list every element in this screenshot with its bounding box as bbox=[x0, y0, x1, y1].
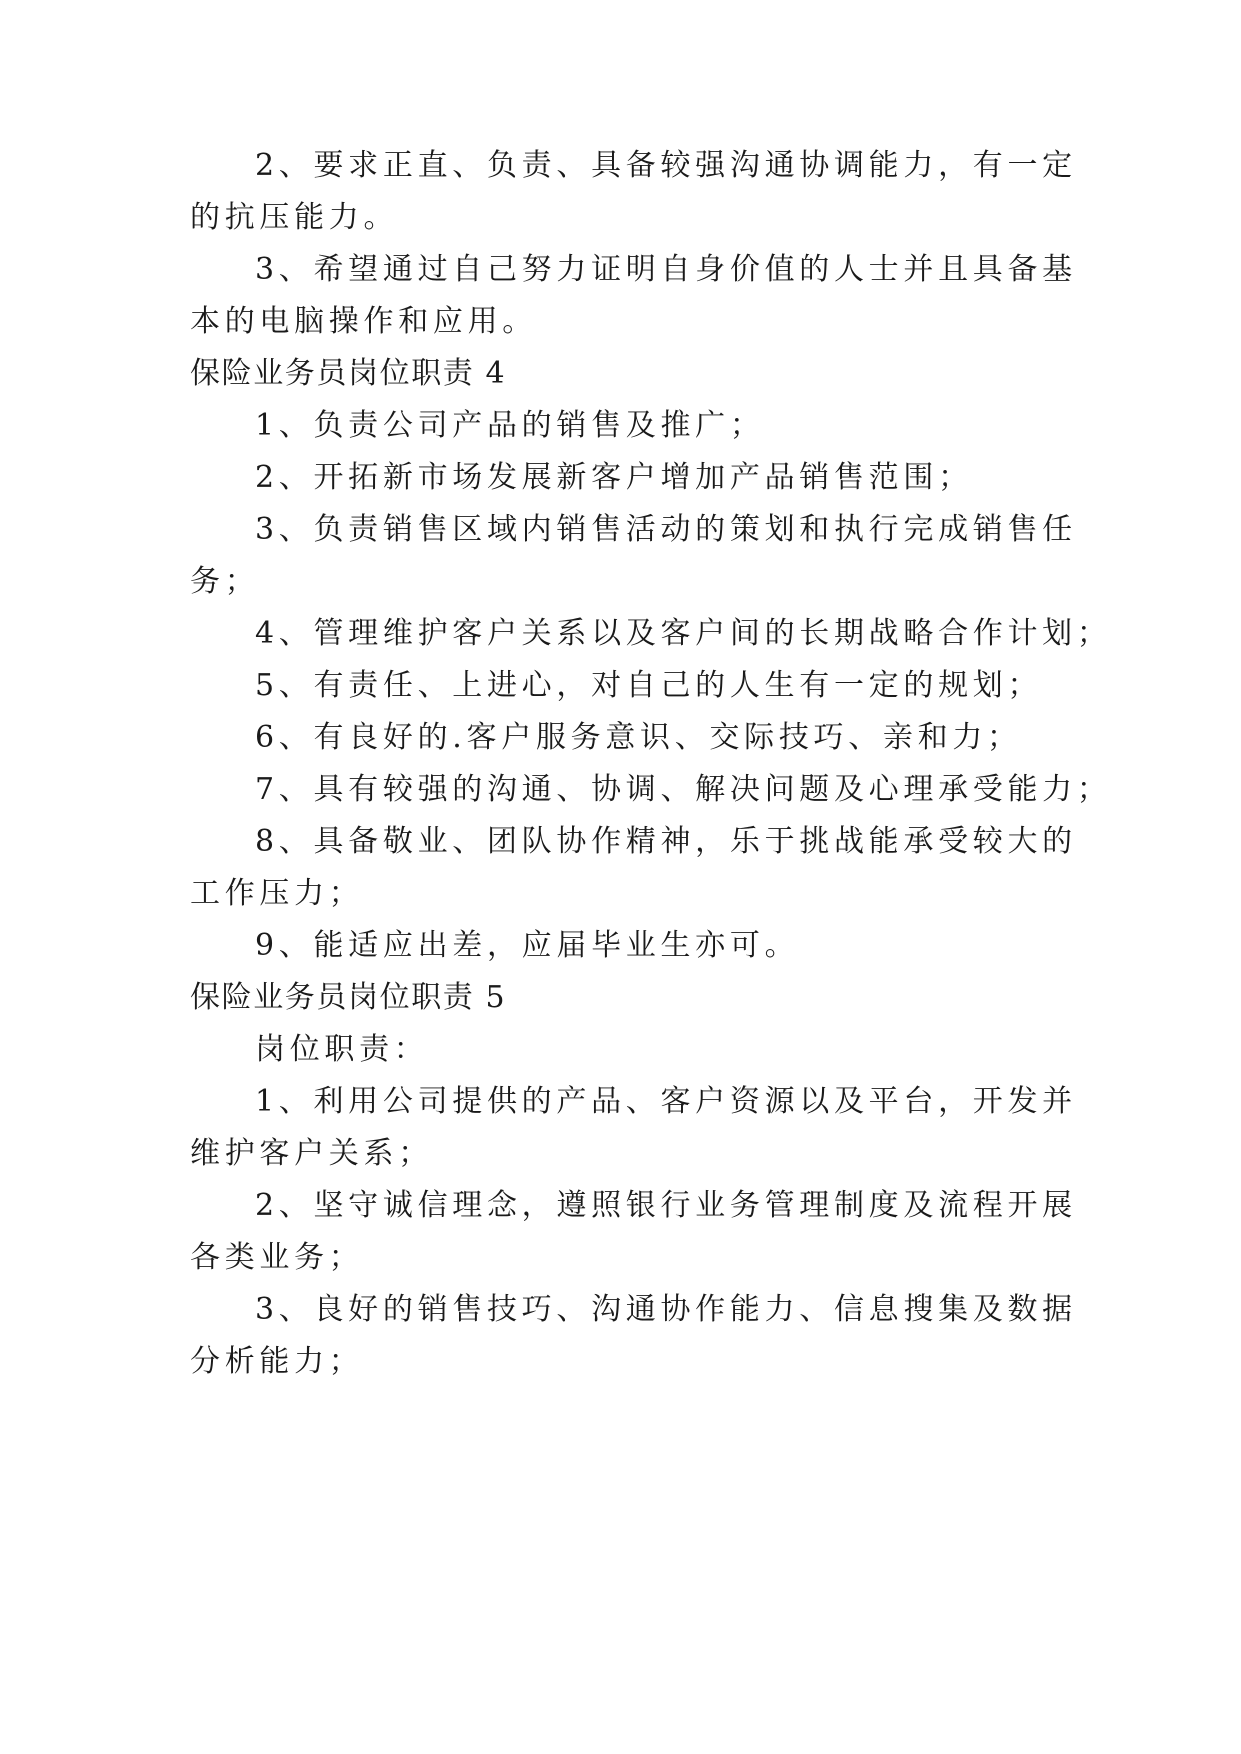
paragraph-line: 务； bbox=[190, 564, 260, 599]
paragraph-line: 2、要求正直、负责、具备较强沟通协调能力，有一定 bbox=[255, 148, 1077, 183]
paragraph-line: 分析能力； bbox=[190, 1344, 364, 1379]
section-heading: 保险业务员岗位职责 4 bbox=[190, 356, 507, 391]
paragraph-line: 本的电脑操作和应用。 bbox=[190, 304, 537, 339]
paragraph-line: 9、能适应出差，应届毕业生亦可。 bbox=[255, 928, 800, 963]
paragraph-line: 2、坚守诚信理念，遵照银行业务管理制度及流程开展 bbox=[255, 1188, 1077, 1223]
paragraph-line: 7、具有较强的沟通、协调、解决问题及心理承受能力； bbox=[255, 772, 1112, 807]
paragraph-line: 3、希望通过自己努力证明自身价值的人士并且具备基 bbox=[255, 252, 1077, 287]
paragraph-line: 的抗压能力。 bbox=[190, 200, 399, 235]
paragraph-line: 1、利用公司提供的产品、客户资源以及平台，开发并 bbox=[255, 1084, 1077, 1119]
paragraph-line: 1、负责公司产品的销售及推广； bbox=[255, 408, 765, 443]
paragraph-line: 5、有责任、上进心，对自己的人生有一定的规划； bbox=[255, 668, 1043, 703]
section-heading: 保险业务员岗位职责 5 bbox=[190, 980, 507, 1015]
paragraph-line: 岗位职责： bbox=[255, 1032, 429, 1067]
paragraph-line: 3、良好的销售技巧、沟通协作能力、信息搜集及数据 bbox=[255, 1292, 1077, 1327]
paragraph-line: 3、负责销售区域内销售活动的策划和执行完成销售任 bbox=[255, 512, 1077, 547]
paragraph-line: 8、具备敬业、团队协作精神，乐于挑战能承受较大的 bbox=[255, 824, 1077, 859]
paragraph-line: 4、管理维护客户关系以及客户间的长期战略合作计划； bbox=[255, 616, 1112, 651]
paragraph-line: 2、开拓新市场发展新客户增加产品销售范围； bbox=[255, 460, 973, 495]
paragraph-line: 6、有良好的.客户服务意识、交际技巧、亲和力； bbox=[255, 720, 1022, 755]
paragraph-line: 各类业务； bbox=[190, 1240, 364, 1275]
paragraph-line: 维护客户关系； bbox=[190, 1136, 433, 1171]
paragraph-line: 工作压力； bbox=[190, 876, 364, 911]
